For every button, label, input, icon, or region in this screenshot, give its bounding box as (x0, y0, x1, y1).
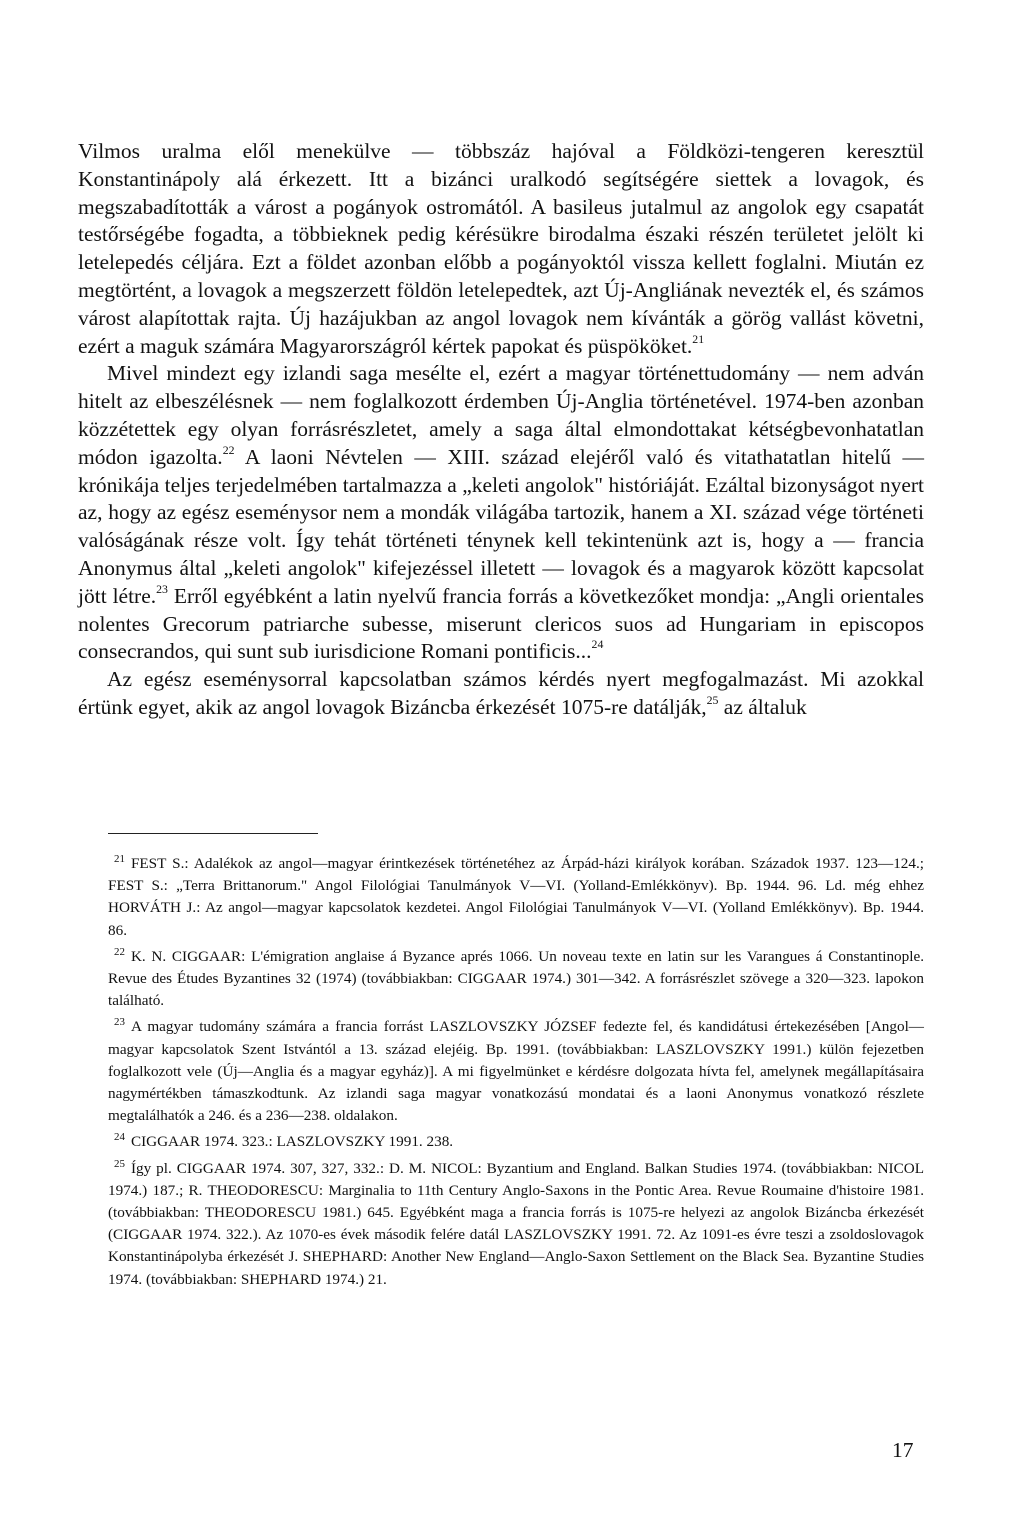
footnote-ref-24: 24 (591, 637, 604, 652)
paragraph-3-text-b: az általuk (718, 694, 807, 719)
footnote-text: Így pl. CIGGAAR 1974. 307, 327, 332.: D. M. NICOL: Byzantium and England. Balkan Studies 1974. (továbbiakban: NICOL 1974.) 187.; R. THEODORESCU: Marginalia to 11th Century Anglo-Saxons in the Pontic Area. Revue Roumaine d'histoire 1981. (továbbiakban: THEODORESCU 1981.) 645. Egyébként maga a francia forrás is 1075-re helyezi az angolok Bizáncba érkezését (CIGGAAR 1974. 322.). Az 1070-es évek második felére datál LASZLOVSZKY 1991. 72. Az 1091-es évre teszi a zsoldoslovagok Konstantinápolyba érkezését J. SHEPHARD: Another New England—Anglo-Saxon Settlement on the Black Sea. Byzantine Studies 1974. (továbbiakban: SHEPHARD 1974.) 21. (108, 1159, 924, 1288)
footnote-24 (108, 1131, 924, 1153)
footnote-number: 23 (114, 1016, 125, 1029)
page-body (78, 138, 924, 722)
footnote-ref-21: 21 (692, 331, 705, 346)
footnote-25 (108, 1158, 924, 1291)
paragraph-2-text-a: Mivel mindezt egy izlandi saga mesélte el, ezért a magyar történettudomány — nem adván hitelt az elbeszélésnek — nem foglalkozott érdemben Új-Anglia történetével. 1974-ben azonban közzétettek egy olyan forrásrészletet, amely a saga által elmondottakat kétségbevonhatatlan módon igazolta. (78, 361, 924, 469)
footnote-21 (108, 853, 924, 942)
footnote-text: A magyar tudomány számára a francia forrást LASZLOVSZKY JÓZSEF fedezte fel, és kandidátusi értekezésében [Angol—magyar kapcsolatok Szent Istvántól a 13. század elejéig. Bp. 1991. (továbbiakban: LASZLOVSZKY 1991.) külön fejezetben foglalkozott vele (Új—Anglia és a magyar egyház)]. A mi figyelmünket e kérdésre dolgozata hívta fel, amelynek megállapításaira nagymértékben támaszkodtunk. Az izlandi saga magyar vonatkozású mondatai és a laoni Anonymus vonatkozó részlete megtalálhatók a 246. és a 236—238. oldalakon. (108, 1018, 924, 1125)
footnote-ref-25: 25 (706, 693, 719, 708)
footnote-23 (108, 1016, 924, 1127)
footnote-ref-22: 22 (222, 442, 235, 457)
footnote-text: K. N. CIGGAAR: L'émigration anglaise á Byzance aprés 1066. Un noveau texte en latin sur les Varangues á Constantinople. Revue des Études Byzantines 32 (1974) (továbbiakban: CIGGAAR 1974.) 301—342. A forrásrészlet szövege a 320—323. lapokon található. (108, 947, 924, 1010)
paragraph-2-text-c: Erről egyébként a latin nyelvű francia forrás a következőket mondja: „Angli orientales nolentes Grecorum patriarche subesse, miserunt clericos suos ad Hungariam in episcopos consecrandos, qui sunt sub iurisdicione Romani pontificis... (78, 583, 924, 664)
footnote-number: 25 (114, 1157, 125, 1170)
paragraph-2-text-b: A laoni Névtelen — XIII. század elejéről való és vitathatatlan hitelű — krónikája teljes terjedelmében tartalmazza a „keleti angolok" históriáját. Ezáltal bizonyságot nyert az, hogy az egész eseménysor nem a mondák világába tartozik, hanem a XI. század vége történeti valóságának része volt. Így tehát történeti ténynek kell tekintenünk azt is, hogy a — francia Anonymus által „keleti angolok" kifejezéssel illetett — lovagok és a magyarok között kapcsolat jött létre. (78, 444, 924, 608)
footnote-22 (108, 946, 924, 1013)
page-number: 17 (892, 1438, 914, 1462)
footnotes (108, 853, 924, 1295)
footnote-text: CIGGAAR 1974. 323.: LASZLOVSZKY 1991. 238. (130, 1133, 454, 1151)
footnote-number: 22 (114, 945, 125, 958)
footnote-separator (108, 833, 318, 834)
footnote-text: FEST S.: Adalékok az angol—magyar érintkezések történetéhez az Árpád-házi királyok korában. Századok 1937. 123—124.; FEST S.: „Terra Brittanorum." Angol Filológiai Tanulmányok V—VI. (Yolland-Emlékkönyv). Bp. 1944. 96. Ld. még ehhez HORVÁTH J.: Az angol—magyar kapcsolatok kezdetei. Angol Filológiai Tanulmányok V—VI. (Yolland Emlékkönyv). Bp. 1944. 86. (108, 855, 924, 939)
paragraph-2 (78, 360, 924, 666)
paragraph-3-text-a: Az egész eseménysorral kapcsolatban számos kérdés nyert megfogalmazást. Mi azokkal értünk egyet, akik az angol lovagok Bizáncba érkezését 1075-re datálják, (78, 667, 924, 719)
main-text (78, 138, 924, 722)
footnote-ref-23: 23 (156, 581, 168, 596)
footnote-number: 24 (114, 1131, 125, 1144)
paragraph-1 (78, 138, 924, 360)
footnote-number: 21 (114, 852, 125, 865)
paragraph-3 (78, 666, 924, 722)
paragraph-1-text: Vilmos uralma elől menekülve — többszáz hajóval a Földközi-tengeren keresztül Konstantinápoly alá érkezett. Itt a bizánci uralkodó segítségére siettek a lovagok, és megszabadították a várost a pogányok ostromától. A basileus jutalmul az angolok egy csapatát testőrségébe fogadta, a többieknek pedig kérésükre birodalma északi részén területet jelölt ki letelepedés céljára. Ezt a földet azonban előbb a pogányoktól vissza kellett foglalni. Miután ez megtörtént, a lovagok a megszerzett földön letelepedtek, azt Új-Angliának nevezték el, és számos várost alapítottak rajta. Új hazájukban az angol lovagok nem kívánták a görög vallást követni, ezért a maguk számára Magyarországról kértek papokat és püspököket. (78, 139, 924, 358)
